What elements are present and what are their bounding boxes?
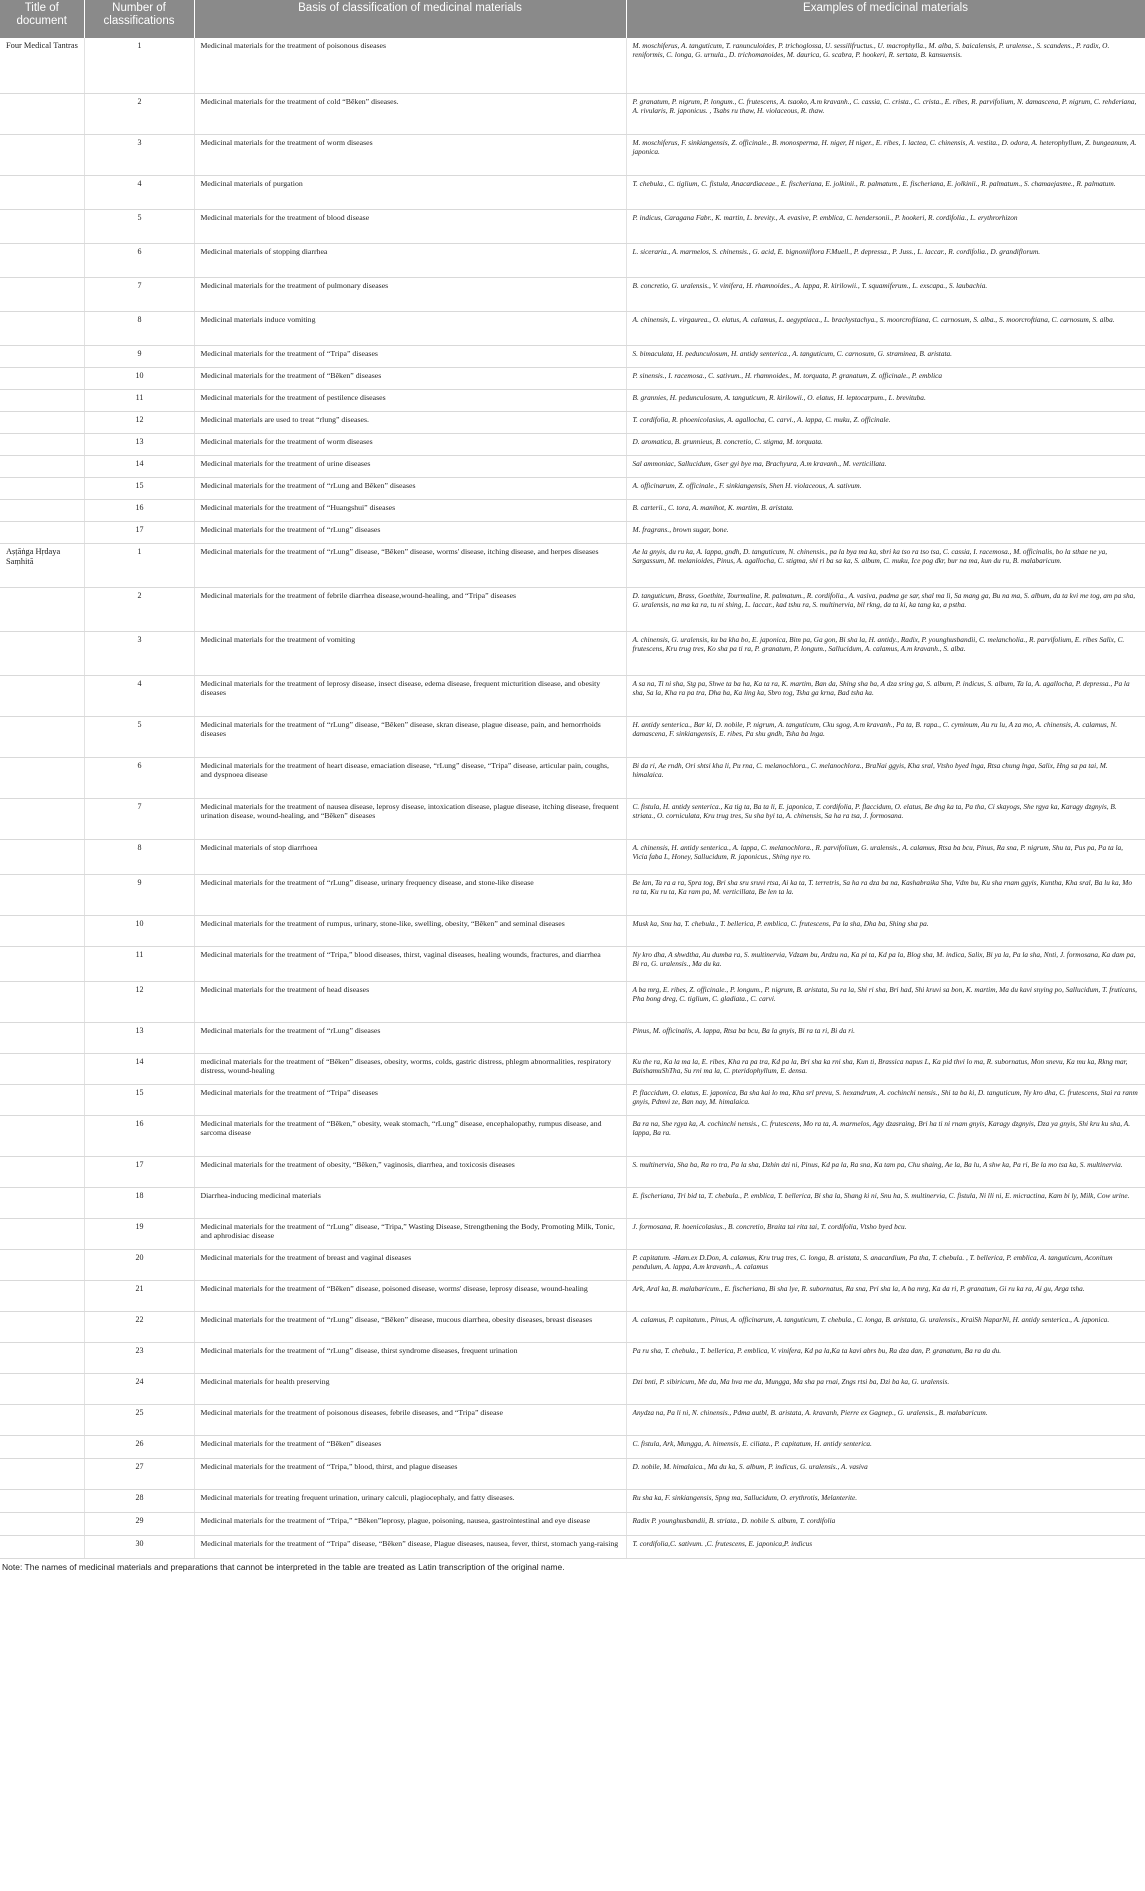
classification-basis-cell: Medicinal materials for the treatment of breast and vaginal diseases	[194, 1249, 626, 1280]
materials-examples-cell: A. calamus, P. capitatum., Pinus, A. officinarum, A. tanguticum, T. chebula., C. longa, B. aristata, G. uralensis., KraiSh NaparNi, H. antidy senterica., A. japonica.	[626, 1311, 1145, 1342]
classification-basis-cell: Medicinal materials for the treatment of “Tripa” disease, “Bêken” disease, Plague diseases, nausea, fever, thirst, stomach yang-raising	[194, 1535, 626, 1558]
classification-basis-cell: Medicinal materials for the treatment of “Tripa,” “Bêken”leprosy, plague, poisoning, nausea, gastrointestinal and eye disease	[194, 1512, 626, 1535]
materials-examples-cell: P. sinensis., I. racemosa., C. sativum., H. rhamnoides., M. torquata, P. granatum, Z. officinale., P. emblica	[626, 367, 1145, 389]
classification-number-cell: 13	[84, 433, 194, 455]
materials-examples-cell: M. fragrans., brown sugar, bone.	[626, 521, 1145, 543]
classification-number-cell: 18	[84, 1187, 194, 1218]
document-title-cell	[0, 1053, 84, 1084]
materials-examples-cell: L. siceraria., A. marmelos, S. chinensis., G. acid, E. bignoniiflora F.Muell., P. depressa., P. Juss., L. laccar., R. cordifolia., D. grandiflorum.	[626, 243, 1145, 277]
table-row	[0, 433, 1145, 455]
classification-basis-cell: Medicinal materials for the treatment of “rLung” diseases	[194, 1022, 626, 1053]
document-title-cell	[0, 839, 84, 874]
document-title-cell	[0, 798, 84, 839]
materials-examples-cell: B. concretio, G. uralensis., V. vinifera, H. rhamnoides., A. lappa, R. kirilowii., T. squamiferum., L. exscapa., S. laubachia.	[626, 277, 1145, 311]
classification-number-cell: 30	[84, 1535, 194, 1558]
classification-basis-cell: Medicinal materials for the treatment of blood disease	[194, 209, 626, 243]
document-title-cell	[0, 915, 84, 946]
classification-number-cell: 6	[84, 757, 194, 798]
materials-examples-cell: Pinus, M. officinalis, A. lappa, Rtsa ba bcu, Ba la gnyis, Bi ra ta ri, Bi da ri.	[626, 1022, 1145, 1053]
classification-basis-cell: Medicinal materials for the treatment of “rLung” disease, “Bêken” disease, skran disease, plague disease, pain, and hemorrhoids diseases	[194, 716, 626, 757]
classification-basis-cell: Medicinal materials for the treatment of “Bêken” diseases	[194, 367, 626, 389]
materials-examples-cell: Ku the ra, Ka la ma la, E. ribes, Kha ra pa tra, Kd pa la, Bri sha ka rni sha, Kun ti, Brassica napus L, Ka pid thvi lo ma, R. subornatus, Mon snevu, Ka mu ka, Rkng mar, BaishamuShTha, Su rni ma la, C. pteridophyllum, E. densa.	[626, 1053, 1145, 1084]
document-title-cell	[0, 1218, 84, 1249]
classification-number-cell: 11	[84, 389, 194, 411]
classification-basis-cell: Medicinal materials for the treatment of worm diseases	[194, 134, 626, 175]
classification-number-cell: 20	[84, 1249, 194, 1280]
classification-basis-cell: Medicinal materials for the treatment of “rLung” disease, “Bêken” disease, worms' disease, itching disease, and herpes diseases	[194, 543, 626, 587]
document-title-cell	[0, 411, 84, 433]
materials-examples-cell: Ba ra na, She rgya ka, A. cochinchi nensis., C. frutescens, Mo ra ta, A. marmelos, Agy dzasraing, Bri ha ti ni rnam gnyis, Karagy dzgnyis, Dza ya gnyis, Shi kru ku sha, A. lappa, Ba ra.	[626, 1115, 1145, 1156]
table-row	[0, 675, 1145, 716]
classification-basis-cell: Medicinal materials for the treatment of “Bêken,” obesity, weak stomach, “rLung” disease, encephalopathy, rumpus disease, and sarcoma disease	[194, 1115, 626, 1156]
classification-number-cell: 5	[84, 716, 194, 757]
classification-basis-cell: Medicinal materials for the treatment of poisonous diseases, febrile diseases, and “Tripa” disease	[194, 1404, 626, 1435]
table-header	[0, 0, 1145, 38]
table-row	[0, 1435, 1145, 1458]
classification-basis-cell: Diarrhea-inducing medicinal materials	[194, 1187, 626, 1218]
materials-examples-cell: P. capitatum. -Ham.ex D.Don, A. calamus, Kru trug tres, C. longa, B. aristata, S. anacardium, Pa tha, T. chebula. , T. bellerica, P. emblica, A. tanguticum, Aconitum pendulum, A. lappa, A.m kravanh., A. calamus	[626, 1249, 1145, 1280]
header-title-of-document: Title of document	[0, 0, 84, 38]
materials-examples-cell: A. chinensis, L. virgaurea., O. elatus, A. calamus, L. aegyptiaca., L. brachystachya., S. moorcroftiana, C. carnosum, S. alba., S. moorcroftiana, C. carnosum, S. alba.	[626, 311, 1145, 345]
classification-number-cell: 16	[84, 1115, 194, 1156]
classification-basis-cell: Medicinal materials for treating frequent urination, urinary calculi, plagiocephaly, and fatty diseases.	[194, 1489, 626, 1512]
materials-examples-cell: M. moschiferus, A. tanguticum, T. ranunculoides, P. trichoglossa, U. sessilifructus., U. macrophylla., M. alba, S. baicalensis, P. uralense., S. scandens., P. radix, O. reniformis, C. longa, G. urnula., D. trichomanoides, M. daurica, G. scabra, P. hookeri, R. sertata, B. kansuensis.	[626, 38, 1145, 93]
document-title-cell: Four Medical Tantras	[0, 38, 84, 93]
table-row	[0, 455, 1145, 477]
table-row	[0, 716, 1145, 757]
classification-number-cell: 14	[84, 1053, 194, 1084]
table-row	[0, 1489, 1145, 1512]
table-row	[0, 499, 1145, 521]
table-row	[0, 946, 1145, 981]
classification-basis-cell: Medicinal materials for the treatment of obesity, “Bêken,” vaginosis, diarrhea, and toxicosis diseases	[194, 1156, 626, 1187]
table-row	[0, 1187, 1145, 1218]
table-row	[0, 477, 1145, 499]
table-row	[0, 631, 1145, 675]
classification-basis-cell: Medicinal materials for the treatment of rumpus, urinary, stone-like, swelling, obesity, “Bêken” and seminal diseases	[194, 915, 626, 946]
materials-examples-cell: Anydza na, Pa li ni, N. chinensis., Pdma autbl, B. aristata, A. kravanh, Pierre ex Gagnep., G. uralensis., B. malabaricum.	[626, 1404, 1145, 1435]
materials-examples-cell: A. officinarum, Z. officinale., F. sinkiangensis, Shen H. violaceous, A. sativum.	[626, 477, 1145, 499]
table-body	[0, 38, 1145, 1558]
classification-basis-cell: Medicinal materials induce vomiting	[194, 311, 626, 345]
classification-basis-cell: Medicinal materials for the treatment of febrile diarrhea disease,wound-healing, and “Tripa” diseases	[194, 587, 626, 631]
materials-examples-cell: Ru sha ka, F. sinkiangensis, Spng ma, Sallucidum, O. erythrotis, Melanterite.	[626, 1489, 1145, 1512]
classification-number-cell: 17	[84, 521, 194, 543]
document-title-cell	[0, 1280, 84, 1311]
materials-examples-cell: T. chebula., C. tiglium, C. fistula, Anacardiaceae., E. fischeriana, E. jolkinii., R. palmatum., E. fischeriana, E. jolkinii., R. palmatum., S. chamaejasme., R. palmatum.	[626, 175, 1145, 209]
document-title-cell	[0, 477, 84, 499]
document-title-cell	[0, 1435, 84, 1458]
table-row	[0, 915, 1145, 946]
classification-basis-cell: Medicinal materials for the treatment of “rLung” disease, thirst syndrome diseases, frequent urination	[194, 1342, 626, 1373]
classification-number-cell: 4	[84, 675, 194, 716]
document-title-cell	[0, 209, 84, 243]
document-title-cell	[0, 981, 84, 1022]
document-title-cell	[0, 1115, 84, 1156]
materials-examples-cell: T. cordifolia, R. phoenicolasius, A. agallocha, C. carvi., A. lappa, C. muku, Z. officinale.	[626, 411, 1145, 433]
table-row	[0, 134, 1145, 175]
classification-number-cell: 12	[84, 981, 194, 1022]
table-row	[0, 1458, 1145, 1489]
materials-examples-cell: Ae la gnyis, du ru ka, A. lappa, gndh, D. tanguticum, N. chinensis., pa la bya ma ka, sbri ka tso ra tso tsa, C. cassia, I. racemosa., M. officinalis, bo la sthae ne ya, Sargassum, M. melanioides, Pinus, A. agallocha, C. stigma, shi ri ba sa ka, S. album, C. muku, Ice pog dkr, bur na ma, kun du ru, B. malabaricum.	[626, 543, 1145, 587]
classification-basis-cell: Medicinal materials for the treatment of poisonous diseases	[194, 38, 626, 93]
classification-basis-cell: Medicinal materials for the treatment of “rLung” disease, urinary frequency disease, and stone-like disease	[194, 874, 626, 915]
materials-examples-cell: E. fischeriana, Tri bid ta, T. chebula., P. emblica, T. bellerica, Bi sha la, Shang ki ni, Snu ha, S. multinervia, C. fistula, Ni lli ni, E. micractina, Kam bi ly, Milk, Cow urine.	[626, 1187, 1145, 1218]
table-row	[0, 1342, 1145, 1373]
document-title-cell	[0, 1187, 84, 1218]
classification-number-cell: 25	[84, 1404, 194, 1435]
classification-number-cell: 17	[84, 1156, 194, 1187]
materials-examples-cell: B. carterii., C. tora, A. manihot, K. martim, B. aristata.	[626, 499, 1145, 521]
classification-number-cell: 21	[84, 1280, 194, 1311]
document-title-cell	[0, 874, 84, 915]
document-title-cell	[0, 1458, 84, 1489]
classification-number-cell: 28	[84, 1489, 194, 1512]
classification-basis-cell: Medicinal materials for the treatment of “Bêken” disease, poisoned disease, worms' disease, leprosy disease, wound-healing	[194, 1280, 626, 1311]
materials-examples-cell: J. formosana, R. hoenicolasius., B. concretio, Braita tai rita tai, T. cordifolia, Vtsho byed bcu.	[626, 1218, 1145, 1249]
materials-examples-cell: Bi da ri, Ae rndh, Ori shtsi kha li, Pu rna, C. melanochlora., C. melanochlora., BraNai ggyis, Kha sral, Vtsho byed lnga, Rtsa chung lnga, Salix, Hng sa pa tai, M. himalaica.	[626, 757, 1145, 798]
materials-examples-cell: C. fistula, Ark, Mungga, A. himensis, E. ciliata., P. capitatum, H. antidy senterica.	[626, 1435, 1145, 1458]
classification-number-cell: 7	[84, 277, 194, 311]
classification-number-cell: 15	[84, 477, 194, 499]
classification-number-cell: 26	[84, 1435, 194, 1458]
document-title-cell	[0, 716, 84, 757]
document-title-cell	[0, 243, 84, 277]
materials-examples-cell: Radix P. younghusbandii, B. striata., D. nobile S. album, T. cordifolia	[626, 1512, 1145, 1535]
materials-examples-cell: D. nobile, M. himalaica., Ma du ka, S. album, P. indicus, G. uralensis., A. vasiva	[626, 1458, 1145, 1489]
classification-number-cell: 2	[84, 587, 194, 631]
document-title-cell	[0, 311, 84, 345]
classification-number-cell: 19	[84, 1218, 194, 1249]
table-row	[0, 311, 1145, 345]
document-title-cell	[0, 757, 84, 798]
classification-number-cell: 16	[84, 499, 194, 521]
classification-number-cell: 2	[84, 93, 194, 134]
document-title-cell	[0, 1084, 84, 1115]
table-row	[0, 345, 1145, 367]
classification-basis-cell: Medicinal materials for health preserving	[194, 1373, 626, 1404]
header-basis-of-classification: Basis of classification of medicinal materials	[194, 0, 626, 38]
document-title-cell	[0, 499, 84, 521]
document-title-cell	[0, 1342, 84, 1373]
document-title-cell	[0, 175, 84, 209]
classification-basis-cell: medicinal materials for the treatment of “Bêken” diseases, obesity, worms, colds, gastric distress, phlegm abnormalities, respiratory distress, wound-healing	[194, 1053, 626, 1084]
classification-basis-cell: Medicinal materials for the treatment of nausea disease, leprosy disease, intoxication disease, plague disease, itching disease, frequent urination disease, wound-healing, and “Bêken” diseases	[194, 798, 626, 839]
classification-number-cell: 6	[84, 243, 194, 277]
table-row	[0, 1218, 1145, 1249]
classification-number-cell: 5	[84, 209, 194, 243]
classification-number-cell: 1	[84, 543, 194, 587]
table-row	[0, 521, 1145, 543]
document-title-cell	[0, 1535, 84, 1558]
document-title-cell	[0, 587, 84, 631]
classification-number-cell: 9	[84, 345, 194, 367]
materials-examples-cell: Pa ru sha, T. chebula., T. bellerica, P. emblica, V. vinifera, Kd pa la,Ka ta kavi abrs bu, Ra dza dan, P. granatum, Ba ra da du.	[626, 1342, 1145, 1373]
table-row	[0, 277, 1145, 311]
document-title-cell	[0, 134, 84, 175]
materials-examples-cell: Ark, Aral ka, B. malabaricum., E. fischeriana, Bi sha lye, R. subornatus, Ra sna, Pri sha la, A ba mrg, Ka da ri, P. granatum, Gi ru ka ra, Ai gu, Arga tsha.	[626, 1280, 1145, 1311]
materials-examples-cell: P. flaccidum, O. elatus, E. japonica, Ba sha kai lo ma, Kha srl prevu, S. hexandrum, A. cochinchi nensis., Shi ta ba ki, D. tanguticum, Ny kro dha, C. frutescens, Stai ra ranm gnyis, Pdmvi ze, Ban nay, M. himalaica.	[626, 1084, 1145, 1115]
table-note: Note: The names of medicinal materials and preparations that cannot be interpreted in the table are treated as Latin transcription of the original name.	[2, 1561, 565, 1572]
header-number-of-classifications: Number of classifications	[84, 0, 194, 38]
classification-basis-cell: Medicinal materials for the treatment of “rLung” disease, “Tripa,” Wasting Disease, Strengthening the Body, Promoting Milk, Tonic, and aphrodisiac disease	[194, 1218, 626, 1249]
materials-examples-cell: S. bimaculata, H. pedunculosum, H. antidy senterica., A. tanguticum, C. carnosum, G. straminea, B. aristata.	[626, 345, 1145, 367]
table-row	[0, 798, 1145, 839]
classification-basis-cell: Medicinal materials for the treatment of heart disease, emaciation disease, “rLung” disease, “Tripa” disease, articular pain, coughs, and dyspnoea disease	[194, 757, 626, 798]
table-row	[0, 1156, 1145, 1187]
table-row	[0, 587, 1145, 631]
document-title-cell	[0, 946, 84, 981]
classification-basis-cell: Medicinal materials for the treatment of “Tripa” diseases	[194, 1084, 626, 1115]
classification-number-cell: 11	[84, 946, 194, 981]
document-title-cell	[0, 1489, 84, 1512]
document-title-cell	[0, 1373, 84, 1404]
document-title-cell	[0, 345, 84, 367]
table-row	[0, 874, 1145, 915]
classification-basis-cell: Medicinal materials for the treatment of vomiting	[194, 631, 626, 675]
classification-basis-cell: Medicinal materials for the treatment of worm diseases	[194, 433, 626, 455]
document-title-cell	[0, 1512, 84, 1535]
document-title-cell	[0, 675, 84, 716]
table-row	[0, 1535, 1145, 1558]
materials-examples-cell: Musk ka, Snu ha, T. chebula., T. bellerica, P. emblica, C. frutescens, Pa la sha, Dha ba, Shing sha pa.	[626, 915, 1145, 946]
classification-number-cell: 23	[84, 1342, 194, 1373]
document-title-cell	[0, 1311, 84, 1342]
classification-number-cell: 1	[84, 38, 194, 93]
classification-basis-cell: Medicinal materials for the treatment of pulmonary diseases	[194, 277, 626, 311]
classification-basis-cell: Medicinal materials for the treatment of “rLung” disease, “Bêken” disease, mucous diarrhea, obesity diseases, breast diseases	[194, 1311, 626, 1342]
materials-examples-cell: C. fistula, H. antidy senterica., Ka tig ta, Ba ta li, E. japonica, T. cordifolia, P. flaccidum, O. elatus, Be dng ka ta, Pa tha, Ci skayogs, She rgya ka, Karagy dzgnyis, B. striata., O. corniculata, Kru trug tres, Su sha byi ta, A. chinensis, Sa ha ra tsa, J. formosana.	[626, 798, 1145, 839]
classification-basis-cell: Medicinal materials for the treatment of cold “Bêken” diseases.	[194, 93, 626, 134]
materials-examples-cell: A. chinensis, G. uralensis, ku ba kha bo, E. japonica, Bim pa, Ga gon, Bi sha la, H. antidy., Radix, P. younghusbandii, C. melancholia., R. parvifolium, E. ribes Salix, C. frutescens, Kru trug tres, Ko sha pa ti ra, P. granatum, P. longum., Sallucidum, A. calamus, A.m kravanh., S. alba.	[626, 631, 1145, 675]
classification-basis-cell: Medicinal materials of purgation	[194, 175, 626, 209]
table-row	[0, 1249, 1145, 1280]
classification-basis-cell: Medicinal materials are used to treat “rlung” diseases.	[194, 411, 626, 433]
table-row	[0, 411, 1145, 433]
table-row	[0, 839, 1145, 874]
materials-examples-cell: Ny kro dha, A shwdtha, Au dumba ra, S. multinervia, Vdzam bu, Ardzu na, Ka pi ta, Kd pa la, Blog sha, M. indica, Salix, Bi ya la, Pa la sha, Nnti, J. formosana, Ka dam pa, Bi ra, G. uralensis., Ma du ka.	[626, 946, 1145, 981]
classification-number-cell: 7	[84, 798, 194, 839]
materials-examples-cell: D. aromatica, B. grunnieus, B. concretio, C. stigma, M. torquata.	[626, 433, 1145, 455]
classification-number-cell: 13	[84, 1022, 194, 1053]
classification-number-cell: 8	[84, 839, 194, 874]
classification-number-cell: 4	[84, 175, 194, 209]
classification-basis-cell: Medicinal materials for the treatment of “rLung” diseases	[194, 521, 626, 543]
table-row	[0, 1280, 1145, 1311]
materials-examples-cell: D. tanguticum, Brass, Goethite, Tourmaline, R. palmatum., R. cordifolia., A. vasiva, padma ge sar, shal ma li, Sa mang ga, Bu na ma, S. album, da ta kvi me tog, am pa sha, G. uralensis, na ma ka ra, tu ni shing, L. laccar., kad tshu ra, S. multinervia, bil rkng, da ta ki, ka tang ka, a pstha.	[626, 587, 1145, 631]
classification-number-cell: 22	[84, 1311, 194, 1342]
table-row	[0, 1404, 1145, 1435]
materials-examples-cell: Be lan, Ta ra a ra, Spra tog, Bri sha sru sruvi rtsa, Ai ka ta, T. terretris, Sa ha ra dza ba na, Kashabraika Sha, Vdm bu, Ku sha rnam ggyis, Kuntha, Kha sral, Ba lu ka, Mo ra ta, Ku ru ta, Ka ram pa, M. verticillata, Be len ta la.	[626, 874, 1145, 915]
document-title-cell: Aṣṭāṅga Hṛdaya Saṃhitā	[0, 543, 84, 587]
table-row	[0, 981, 1145, 1022]
classification-number-cell: 15	[84, 1084, 194, 1115]
table-row	[0, 243, 1145, 277]
materials-examples-cell: A sa na, Ti ni sha, Stg pa, Shwe ta ba ha, Ka ta ra, K. martim, Ban da, Shing sha ba, A dza sring ga, S. album, P. indicus, S. album, Ta la, A. agallocha, P. depressa., Pa la sha, Sa la, Kha ra pa tra, Dha ba, Ka ling ka, Sbro tog, Tsha ga krna, Bad tsha ka.	[626, 675, 1145, 716]
materials-examples-cell: Dzi bnti, P. sibiricum, Me da, Ma hva me da, Mungga, Ma sha pa rnai, Zngs rtsi ba, Dzi ba ka, G. uralensis.	[626, 1373, 1145, 1404]
materials-examples-cell: M. moschiferus, F. sinkiangensis, Z. officinale., B. monosperma, H. niger, H niger., E. ribes, I. lactea, C. chinensis, A. vestita., D. odora, A. heterophyllum, Z. bungeanum, A. japonica.	[626, 134, 1145, 175]
table-row	[0, 1115, 1145, 1156]
classification-basis-cell: Medicinal materials for the treatment of urine diseases	[194, 455, 626, 477]
table-row	[0, 93, 1145, 134]
classification-basis-cell: Medicinal materials for the treatment of “Tripa” diseases	[194, 345, 626, 367]
document-title-cell	[0, 631, 84, 675]
document-title-cell	[0, 1404, 84, 1435]
classification-number-cell: 29	[84, 1512, 194, 1535]
classification-basis-cell: Medicinal materials for the treatment of “rLung and Bêken” diseases	[194, 477, 626, 499]
classification-basis-cell: Medicinal materials for the treatment of “Bêken” diseases	[194, 1435, 626, 1458]
table-row	[0, 1373, 1145, 1404]
classification-basis-cell: Medicinal materials of stop diarrhoea	[194, 839, 626, 874]
materials-examples-cell: A. chinensis, H. antidy senterica., A. lappa, C. melanochlora., R. parvifolium, G. uralensis., A. calamus, Rtsa ba bcu, Pinus, Ra sna, P. nigrum, Shu ta, Pus pa, Pa ta la, Vicia faba L, Honey, Sallucidum, R. japonicus., Shing nye ro.	[626, 839, 1145, 874]
materials-examples-cell: P. granatum, P. nigrum, P. longum., C. frutescens, A. tsaoko, A.m kravanh., C. cassia, C. crista., C. crista., E. ribes, R. parvifolium, N. damascena, P. nigrum, C. rehderiana, A. rivularis, R. japonicus. , Tsabs ru thaw, H. violaceous, R. thaw.	[626, 93, 1145, 134]
document-title-cell	[0, 1156, 84, 1187]
table-row	[0, 367, 1145, 389]
materials-examples-cell: H. antidy senterica., Bar ki, D. nobile, P. nigrum, A. tanguticum, Cku sgog, A.m kravanh., Pa ta, B. rapa., C. cyminum, Au ru lu, A za mo, A. chinensis, A. calamus, N. damascena, F. sinkiangensis, E. ribes, Pa shu gndh, Tsha ba lnga.	[626, 716, 1145, 757]
classification-number-cell: 3	[84, 631, 194, 675]
table-row	[0, 1512, 1145, 1535]
document-title-cell	[0, 455, 84, 477]
table-row	[0, 389, 1145, 411]
table-row	[0, 1053, 1145, 1084]
materials-examples-cell: T. cordifolia,C. sativum. ,C. frutescens, E. japonica,P. indicus	[626, 1535, 1145, 1558]
materials-examples-cell: Sal ammoniac, Sallucidum, Gser gyi bye ma, Brachyura, A.m kravanh., M. verticillata.	[626, 455, 1145, 477]
classification-number-cell: 3	[84, 134, 194, 175]
table-row	[0, 209, 1145, 243]
document-title-cell	[0, 93, 84, 134]
classification-basis-cell: Medicinal materials for the treatment of leprosy disease, insect disease, edema disease, frequent micturition disease, and obesity diseases	[194, 675, 626, 716]
classification-basis-cell: Medicinal materials for the treatment of head diseases	[194, 981, 626, 1022]
classification-number-cell: 9	[84, 874, 194, 915]
classification-basis-cell: Medicinal materials of stopping diarrhea	[194, 243, 626, 277]
classification-number-cell: 14	[84, 455, 194, 477]
materials-examples-cell: P. indicus, Caragana Fabr., K. martin, L. brevity., A. evasive, P. emblica, C. hendersonii., P. hookeri, R. cordifolia., L. erythrorhizon	[626, 209, 1145, 243]
classification-number-cell: 10	[84, 367, 194, 389]
table-row	[0, 757, 1145, 798]
header-examples: Examples of medicinal materials	[626, 0, 1145, 38]
classification-number-cell: 10	[84, 915, 194, 946]
materials-examples-cell: A ba mrg, E. ribes, Z. officinale., P. longum., P. nigrum, B. aristata, Su ra la, Shi ri sha, Bri had, Shi kruvi sa bon, K. martim, Ma du kavi snying po, Sallucidum, T. fruticans, Pha bong dreg, C. tiglium, C. gladiata., C. carvi.	[626, 981, 1145, 1022]
document-title-cell	[0, 1249, 84, 1280]
classification-number-cell: 24	[84, 1373, 194, 1404]
classification-number-cell: 12	[84, 411, 194, 433]
materials-examples-cell: B. grannies, H. pedunculosum, A. tanguticum, R. kirilowii., O. elatus, H. leptocarpum., L. brevituba.	[626, 389, 1145, 411]
document-title-cell	[0, 433, 84, 455]
classification-basis-cell: Medicinal materials for the treatment of pestilence diseases	[194, 389, 626, 411]
document-title-cell	[0, 277, 84, 311]
classification-number-cell: 27	[84, 1458, 194, 1489]
materials-examples-cell: S. multinervia, Sha ba, Ra ro tra, Pa la sha, Dzhin dzi ni, Pinus, Kd pa la, Ra sna, Ka tam pa, Chu shaing, Ae la, Ba lu, A shw ka, Pa ri, Be la mo tsa ka, S. multinervia.	[626, 1156, 1145, 1187]
table-row	[0, 543, 1145, 587]
classification-number-cell: 8	[84, 311, 194, 345]
table-row	[0, 38, 1145, 93]
classification-basis-cell: Medicinal materials for the treatment of “Tripa,” blood, thirst, and plague diseases	[194, 1458, 626, 1489]
classification-basis-cell: Medicinal materials for the treatment of “Tripa,” blood diseases, thirst, vaginal diseases, healing wounds, fractures, and diarrhea	[194, 946, 626, 981]
classification-basis-cell: Medicinal materials for the treatment of “Huangshui” diseases	[194, 499, 626, 521]
document-title-cell	[0, 521, 84, 543]
document-title-cell	[0, 367, 84, 389]
table-row	[0, 1311, 1145, 1342]
table-row	[0, 1084, 1145, 1115]
document-title-cell	[0, 1022, 84, 1053]
document-title-cell	[0, 389, 84, 411]
table-row	[0, 175, 1145, 209]
table-row	[0, 1022, 1145, 1053]
